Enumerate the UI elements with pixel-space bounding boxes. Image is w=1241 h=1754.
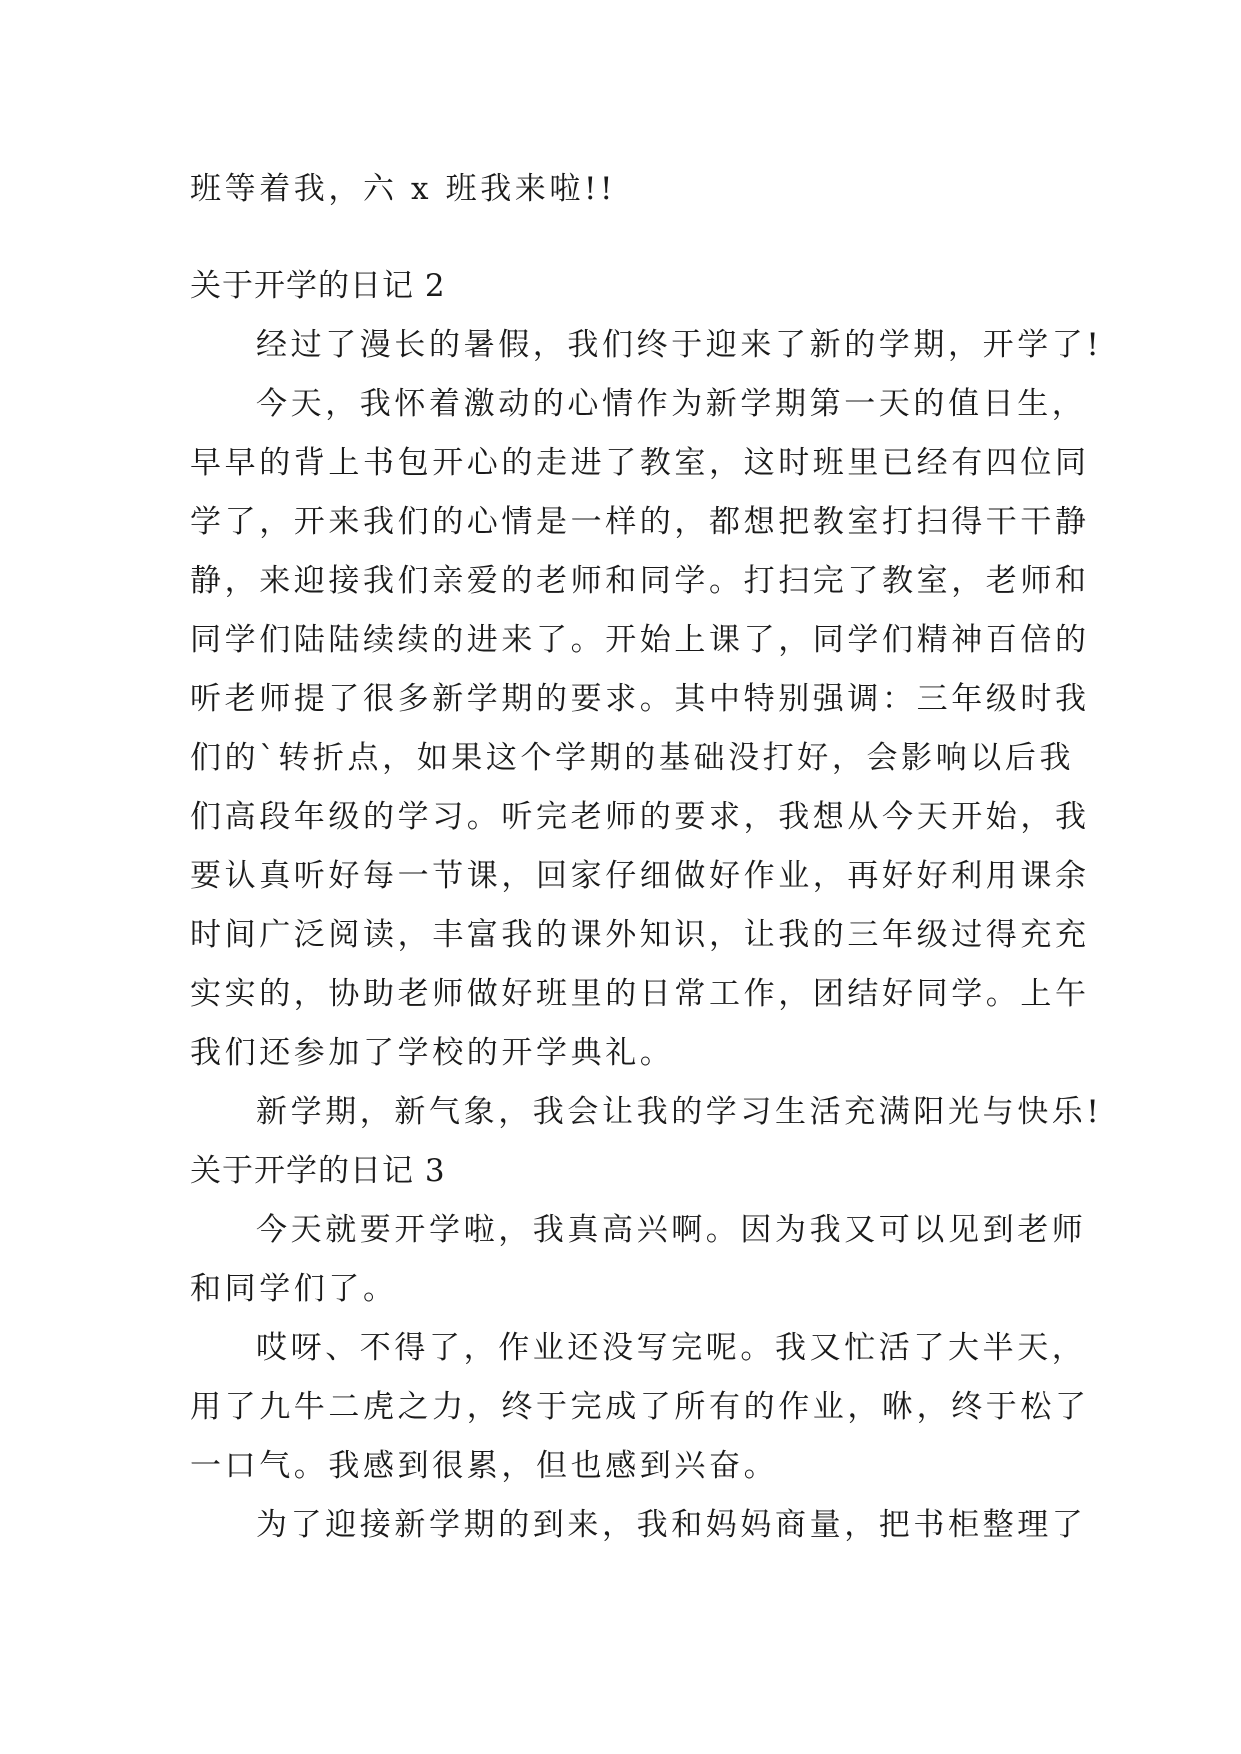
document-page — [190, 160, 1103, 1555]
text-line: 和同学们了。 — [190, 1271, 398, 1307]
paragraph-gap — [190, 219, 1070, 257]
text-line: 今天，我怀着激动的心情作为新学期第一天的值日生， — [256, 386, 1087, 422]
text-line: 我们还参加了学校的开学典礼。 — [190, 1035, 675, 1071]
text-line: 学了，开来我们的心情是一样的，都想把教室打扫得干干静 — [190, 504, 1090, 540]
section-heading: 关于开学的日记 3 — [190, 1153, 446, 1189]
text-line: 们高段年级的学习。听完老师的要求，我想从今天开始，我 — [190, 799, 1090, 835]
text-line: 同学们陆陆续续的进来了。开始上课了，同学们精神百倍的 — [190, 622, 1090, 658]
text-line: 早早的背上书包开心的走进了教室，这时班里已经有四位同 — [190, 445, 1090, 481]
text-line: 一口气。我感到很累，但也感到兴奋。 — [190, 1448, 779, 1484]
text-line: 用了九牛二虎之力，终于完成了所有的作业，咻，终于松了 — [190, 1389, 1090, 1425]
text-line: 们的`转折点，如果这个学期的基础没打好，会影响以后我 — [190, 740, 1075, 776]
text-line: 新学期，新气象，我会让我的学习生活充满阳光与快乐! — [256, 1094, 1103, 1130]
section-heading: 关于开学的日记 2 — [190, 268, 446, 304]
text-line: 要认真听好每一节课，回家仔细做好作业，再好好利用课余 — [190, 858, 1090, 894]
text-line: 实实的，协助老师做好班里的日常工作，团结好同学。上午 — [190, 976, 1090, 1012]
text-line: 时间广泛阅读，丰富我的课外知识，让我的三年级过得充充 — [190, 917, 1090, 953]
text-line: 哎呀、不得了，作业还没写完呢。我又忙活了大半天， — [256, 1330, 1087, 1366]
text-line: 经过了漫长的暑假，我们终于迎来了新的学期，开学了! — [256, 327, 1103, 363]
text-line: 班等着我，六 x 班我来啦!! — [190, 171, 617, 207]
text-line: 静，来迎接我们亲爱的老师和同学。打扫完了教室，老师和 — [190, 563, 1090, 599]
text-line: 为了迎接新学期的到来，我和妈妈商量，把书柜整理了 — [256, 1507, 1087, 1543]
text-line: 今天就要开学啦，我真高兴啊。因为我又可以见到老师 — [256, 1212, 1087, 1248]
text-line: 听老师提了很多新学期的要求。其中特别强调：三年级时我 — [190, 681, 1090, 717]
